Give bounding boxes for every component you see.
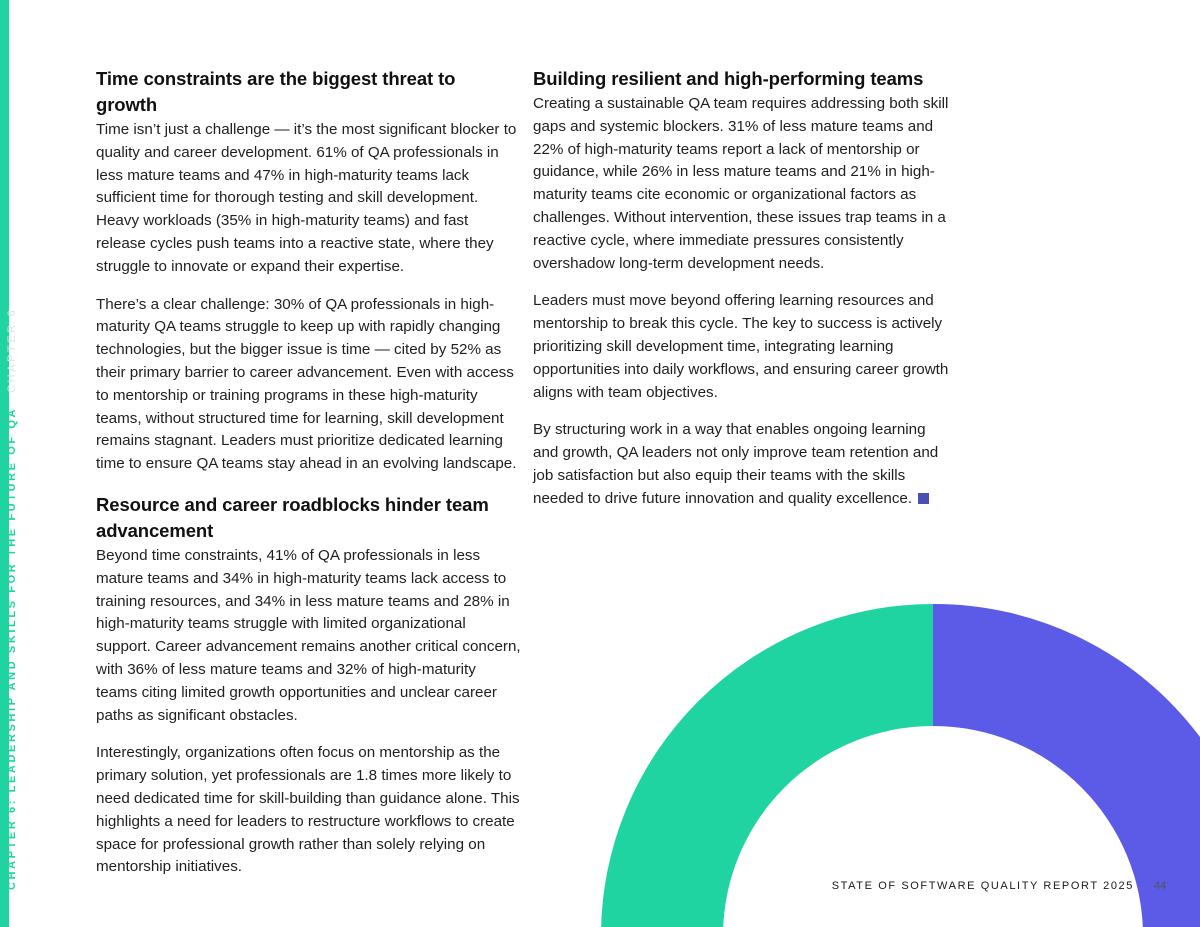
paragraph: Time isn’t just a challenge — it’s the most significant blocker to quality and career development. 61% of QA professionals in less mature teams and 47% in high-maturity teams lack sufficient time for thorough testing and skill development. Heavy workloads (35% in high-maturity teams) and fast release cycles push teams into a reactive state, where they struggle to innovate or expand their expertise. <box>96 121 517 275</box>
section-heading-resilient-teams: Building resilient and high-performing teams <box>533 68 924 89</box>
donut-purple-segment <box>933 604 1200 927</box>
section-heading-time-constraints: Time constraints are the biggest threat to growth <box>96 68 456 115</box>
chapter-title: CHAPTER 6: LEADERSHIP AND SKILLS FOR THE FUTURE OF QA <box>6 406 18 890</box>
end-of-article-square-icon <box>918 493 929 504</box>
final-paragraph-text: By structuring work in a way that enables ongoing learning and growth, QA leaders not only improve team retention and job satisfaction but also equip their teams with the skills needed to drive future innovation and quality excellence. <box>533 421 939 507</box>
right-column <box>533 66 953 526</box>
paragraph: Interestingly, organizations often focus on mentorship as the primary solution, yet professionals are 1.8 times more likely to need dedicated time for skill-building than guidance alone. This highlights a need for leaders to restructure workflows to create space for professional growth rather than solely relying on mentorship initiatives. <box>96 744 520 876</box>
paragraph: Leaders must move beyond offering learning resources and mentorship to break this cycle. The key to success is actively prioritizing skill development time, integrating learning opportunities into daily workflows, and ensuring career growth aligns with team objectives. <box>533 292 949 401</box>
page-number: 44 <box>1154 880 1167 892</box>
paragraph: There’s a clear challenge: 30% of QA professionals in high-maturity QA teams struggle to keep up with rapidly changing technologies, but the bigger issue is time — cited by 52% as their primary barrier to career advancement. Even with access to mentorship or training programs in these high-maturity teams, without structured time for learning, skill development remains stagnant. Leaders must prioritize dedicated learning time to ensure QA teams stay ahead in an evolving landscape. <box>96 295 517 473</box>
paragraph: Beyond time constraints, 41% of QA professionals in less mature teams and 34% in high-maturity teams lack access to training resources, and 34% in less mature teams and 28% in high-maturity teams struggle with limited organizational support. Career advancement remains another critical concern, with 36% of less mature teams and 32% of high-maturity teams citing limited growth opportunities and unclear career paths as significant obstacles. <box>96 546 521 724</box>
footer-report-title: STATE OF SOFTWARE QUALITY REPORT 2025 <box>831 880 1134 892</box>
chapter-faint-label: CHAPTER 6 <box>6 307 18 393</box>
paragraph: Creating a sustainable QA team requires addressing both skill gaps and systemic blockers. 31% of less mature teams and 22% of high-maturity teams report a lack of mentorship or guidance, while 26% in less mature teams and 21% in high-maturity teams cite economic or organizational factors as challenges. Without intervention, these issues trap teams in a reactive cycle, where immediate pressures consistently overshadow long-term development needs. <box>533 95 949 272</box>
donut-green-segment <box>601 604 933 927</box>
left-column <box>96 66 521 894</box>
final-paragraph <box>533 419 953 510</box>
section-heading-resource-roadblocks: Resource and career roadblocks hinder team advancement <box>96 493 489 541</box>
